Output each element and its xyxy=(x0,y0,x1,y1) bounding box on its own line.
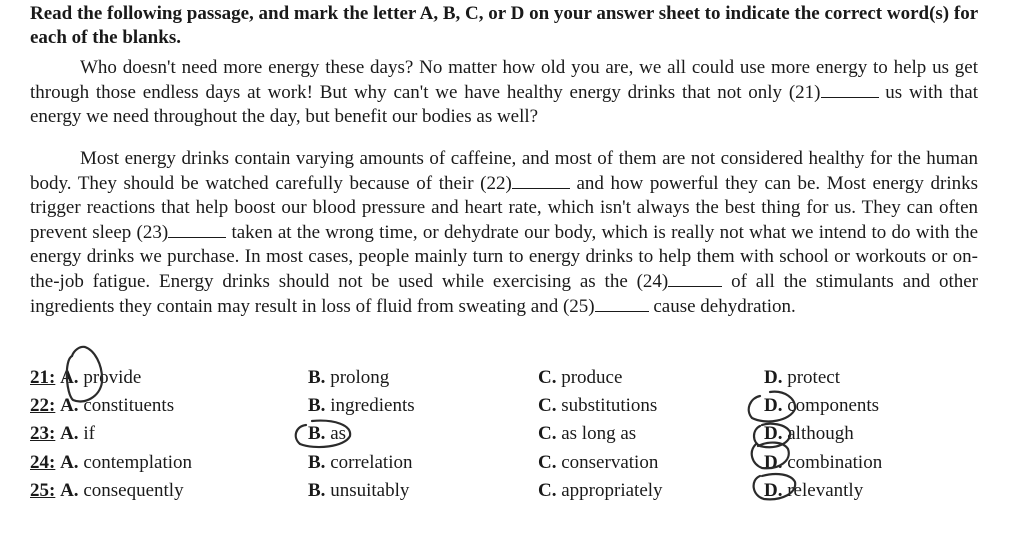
option-b[interactable] xyxy=(308,364,389,392)
passage-text: cause dehydration. xyxy=(648,295,796,317)
option-text: combination xyxy=(787,451,883,473)
option-c[interactable] xyxy=(538,420,636,448)
option-a[interactable] xyxy=(30,420,95,448)
instruction-heading: Read the following passage, and mark the letter A, B, C, or D on your answer sheet to indicate the correct word(s) for each of the blanks. xyxy=(30,3,978,48)
passage-text: taken at the wrong time, or dehydrate our body, which is really not what we intend to do with the energy drinks we purchase. In most cases, people mainly turn to energy drinks to help them with school or workouts or on-the-job fatigue. Energy drinks should not be used while exercising as the (24) xyxy=(30,221,978,292)
option-text: components xyxy=(787,395,880,417)
option-text: as long as xyxy=(561,423,637,445)
option-text: appropriately xyxy=(561,479,663,501)
option-text: correlation xyxy=(330,451,413,473)
option-c[interactable] xyxy=(538,449,658,477)
passage-text: Who doesn't need more energy these days? No matter how old you are, we all could use more energy to help us get through those endless days at work! But why can't we have healthy energy drinks that not only (21) xyxy=(30,57,978,103)
passage-text: of all the stimulants and other ingredients they contain may result in loss of fluid from sweating and (25) xyxy=(30,270,978,317)
option-text: unsuitably xyxy=(330,479,410,501)
passage-paragraph-2 xyxy=(30,147,978,319)
option-text: conservation xyxy=(561,451,659,473)
option-a[interactable] xyxy=(30,364,141,392)
option-letter: B. xyxy=(308,423,326,445)
option-a[interactable] xyxy=(30,477,184,505)
passage-text: Most energy drinks contain varying amounts of caffeine, and most of them are not considered healthy for the human body. They should be watched carefully because of their (22) xyxy=(30,148,978,194)
option-c[interactable] xyxy=(538,364,622,392)
option-letter: B. xyxy=(308,479,326,501)
blank-21 xyxy=(821,81,879,98)
question-row-21 xyxy=(30,364,990,392)
option-d[interactable] xyxy=(764,449,882,477)
option-a[interactable] xyxy=(30,392,174,420)
blank-24 xyxy=(668,270,722,287)
option-letter: A. xyxy=(60,367,79,388)
option-b[interactable] xyxy=(308,392,415,420)
option-text: ingredients xyxy=(330,395,415,417)
passage-text: us with that energy we need throughout the day, but benefit our bodies as well? xyxy=(30,81,978,128)
option-letter: C. xyxy=(538,367,557,388)
option-text: contemplation xyxy=(83,451,193,473)
option-letter: B. xyxy=(308,367,326,388)
option-a[interactable] xyxy=(30,449,192,477)
passage-paragraph-1 xyxy=(30,56,978,130)
option-d[interactable] xyxy=(764,420,854,448)
passage-text: and how powerful they can be. Most energy drinks trigger reactions that help boost our blood pressure and heart rate, which isn't always the best thing for us. They can often prevent sleep (23) xyxy=(30,172,978,243)
option-d[interactable] xyxy=(764,364,840,392)
blank-25 xyxy=(595,295,649,312)
question-row-23 xyxy=(30,420,990,448)
option-d[interactable] xyxy=(764,392,879,420)
option-text: relevantly xyxy=(787,479,864,501)
option-b[interactable] xyxy=(308,477,409,505)
blank-22 xyxy=(512,172,570,189)
option-text: consequently xyxy=(83,479,184,501)
option-c[interactable] xyxy=(538,392,657,420)
question-number: 24: xyxy=(30,451,56,473)
option-letter: D. xyxy=(764,423,783,445)
option-text: produce xyxy=(561,367,623,388)
option-letter: D. xyxy=(764,479,783,501)
question-number: 23: xyxy=(30,423,56,445)
option-letter: D. xyxy=(764,451,783,473)
option-b[interactable] xyxy=(308,420,346,448)
blank-23 xyxy=(168,221,226,238)
question-number: 21: xyxy=(30,367,56,388)
option-text: protect xyxy=(787,367,840,388)
question-row-25 xyxy=(30,477,990,505)
option-text: although xyxy=(787,423,854,445)
option-letter: B. xyxy=(308,395,326,417)
option-letter: C. xyxy=(538,451,557,473)
option-text: if xyxy=(83,423,95,445)
option-letter: D. xyxy=(764,395,783,417)
question-row-22 xyxy=(30,392,990,420)
question-number: 25: xyxy=(30,479,56,501)
option-text: as xyxy=(330,423,347,445)
option-letter: A. xyxy=(60,479,79,501)
question-number: 22: xyxy=(30,395,56,417)
option-text: prolong xyxy=(330,367,390,388)
option-letter: C. xyxy=(538,423,557,445)
option-text: constituents xyxy=(83,395,175,417)
option-c[interactable] xyxy=(538,477,663,505)
option-letter: A. xyxy=(60,423,79,445)
option-b[interactable] xyxy=(308,449,412,477)
option-letter: A. xyxy=(60,395,79,417)
answer-options xyxy=(30,364,990,505)
question-row-24 xyxy=(30,449,990,477)
option-letter: D. xyxy=(764,367,783,388)
option-letter: C. xyxy=(538,479,557,501)
option-d[interactable] xyxy=(764,477,863,505)
option-letter: A. xyxy=(60,451,79,473)
option-text: substitutions xyxy=(561,395,658,417)
option-letter: C. xyxy=(538,395,557,417)
option-letter: B. xyxy=(308,451,326,473)
option-text: provide xyxy=(83,367,142,388)
